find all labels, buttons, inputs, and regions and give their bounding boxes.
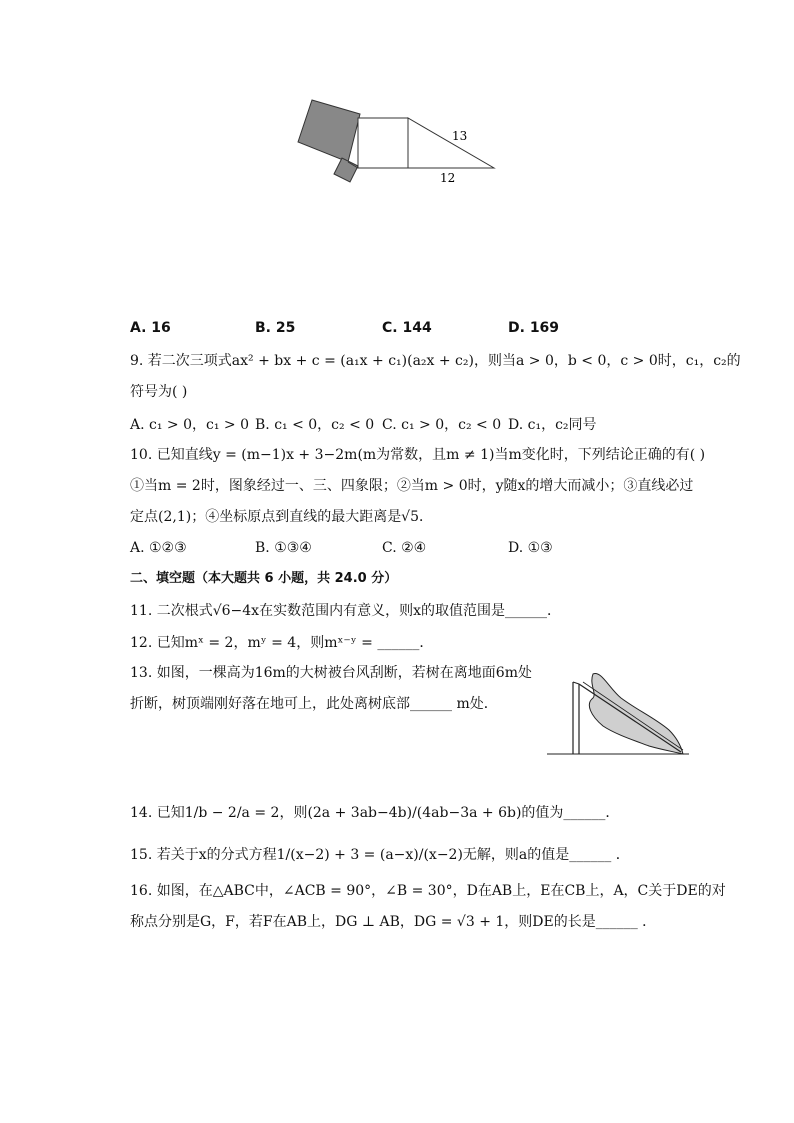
q13-line1: 13. 如图，一棵高为16m的大树被台风刮断，若树在离地面6m处 xyxy=(130,665,532,681)
q8-option-c[interactable]: C. 144 xyxy=(382,320,432,336)
right-triangle xyxy=(408,118,494,168)
q9-option-a[interactable]: A. c₁ > 0，c₁ > 0 xyxy=(130,417,249,433)
q13-tree-figure xyxy=(545,660,695,760)
q9-option-b[interactable]: B. c₁ < 0，c₂ < 0 xyxy=(255,417,375,433)
q10-line1: 10. 已知直线y = (m−1)x + 3−2m(m为常数，且m ≠ 1)当m变化时，下列结论正确的有( ) xyxy=(130,447,706,463)
q14: 14. 已知1/b − 2/a = 2，则(2a + 3ab−4b)/(4ab−3a + 6b)的值为______． xyxy=(130,805,620,821)
gray-square-large xyxy=(298,100,360,162)
q9-line2: 符号为( ) xyxy=(130,384,188,400)
q9-option-d[interactable]: D. c₁，c₂同号 xyxy=(508,417,597,433)
q16-line2: 称点分别是G，F，若F在AB上，DG ⊥ AB，DG = √3 + 1，则DE的长是______ ． xyxy=(130,914,657,930)
q8-option-a[interactable]: A. 16 xyxy=(130,320,171,336)
q12: 12. 已知mˣ = 2，mʸ = 4，则mˣ⁻ʸ = ______． xyxy=(130,635,434,651)
q10-line2: ①当m = 2时，图象经过一、三、四象限；②当m > 0时，y随x的增大而减小；③直线必过 xyxy=(130,478,694,494)
q8-option-b[interactable]: B. 25 xyxy=(255,320,296,336)
q10-option-a[interactable]: A. ①②③ xyxy=(130,540,187,556)
q10-option-b[interactable]: B. ①③④ xyxy=(255,540,312,556)
q15: 15. 若关于x的分式方程1/(x−2) + 3 = (a−x)/(x−2)无解，则a的值是______ ． xyxy=(130,847,630,863)
q9-line1: 9. 若二次三项式ax² + bx + c = (a₁x + c₁)(a₂x + c₂)，则当a > 0，b < 0，c > 0时，c₁，c₂的 xyxy=(130,353,741,369)
q10-option-d[interactable]: D. ①③ xyxy=(508,540,553,556)
q16-line1: 16. 如图，在△ABC中，∠ACB = 90°，∠B = 30°，D在AB上，E在CB上，A，C关于DE的对 xyxy=(130,883,726,899)
q13-line2: 折断，树顶端刚好落在地可上，此处离树底部______ m处． xyxy=(130,696,498,712)
label-13: 13 xyxy=(452,129,468,143)
fallen-tree-crown xyxy=(589,673,683,754)
label-12: 12 xyxy=(440,171,456,185)
q11: 11. 二次根式√6−4x在实数范围内有意义，则x的取值范围是______． xyxy=(130,603,561,619)
q8-option-d[interactable]: D. 169 xyxy=(508,320,560,336)
section-fill-in-blanks: 二、填空题（本大题共 6 小题，共 24.0 分） xyxy=(130,571,398,586)
q10-line3: 定点(2,1)；④坐标原点到直线的最大距离是√5． xyxy=(130,509,434,525)
white-square xyxy=(358,118,408,168)
q8-figure xyxy=(290,92,510,192)
q9-option-c[interactable]: C. c₁ > 0，c₂ < 0 xyxy=(382,417,502,433)
fallen-trunk xyxy=(579,684,681,752)
q10-option-c[interactable]: C. ②④ xyxy=(382,540,427,556)
gray-square-small xyxy=(334,158,358,182)
